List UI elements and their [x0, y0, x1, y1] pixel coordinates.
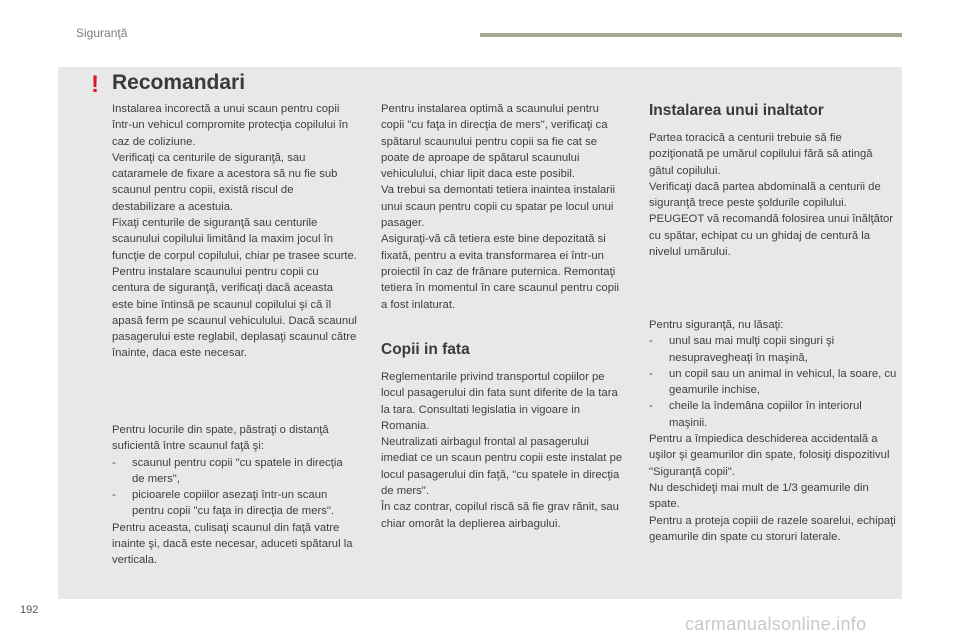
col2-paragraph-5: Neutralizati airbagul frontal al pasagerului imediat ce un scaun pentru copii este instalat pe locul pasagerului din faţă, "cu spatele in direcţia de mers".	[381, 436, 623, 498]
column-1	[112, 101, 357, 362]
col1-bullet-2: picioarele copiilor asezaţi într-un scaun pentru copii "cu faţa in direcţia de mers".	[132, 489, 335, 518]
col1-paragraph-3: Fixaţi centurile de siguranţă sau centurile scaunului copilului limitând la maxim jocul în funcţie de corpul copilului, chiar pe trasee scurte.	[112, 217, 357, 262]
col1-paragraph-5: Pentru locurile din spate, păstraţi o distanţă suficientă între scaunul faţă şi:	[112, 424, 329, 453]
list-item: - un copil sau un animal in vehicul, la soare, cu geamurile inchise,	[649, 366, 899, 399]
col3-paragraph-3: PEUGEOT vă recomandă folosirea unui înălţător cu spătar, echipat cu un ghidaj de centură la nivelul umărului.	[649, 213, 894, 259]
section-title: Recomandari	[112, 71, 246, 94]
col3-paragraph-6: Nu deschideţi mai mult de 1/3 geamurile din spate.	[649, 481, 869, 511]
exclamation-icon: !	[91, 71, 99, 98]
page-header-title: Siguranţă	[76, 26, 128, 40]
col1-paragraph-6: Pentru aceasta, culisaţi scaunul din faţă vatre inainte şi, dacă este necesar, aduceti spătarul la verticala.	[112, 521, 353, 567]
col2-paragraph-3: Asiguraţi-vă că tetiera este bine depozitată si fixată, pentru a evita transformarea ei într-un proiectil în caz de frânare puternica. Remontaţi tetiera în momentul în care scaunul pentru copii a fost inlaturat.	[381, 233, 619, 311]
col2-paragraph-2: Va trebui sa demontati tetiera inaintea instalarii unui scaun pentru copii cu spatar pe locul unui pasager.	[381, 184, 616, 230]
col3-paragraph-7: Pentru a proteja copiii de razele soarelui, echipaţi geamurile din spate cu storuri laterale.	[649, 514, 896, 543]
heading-copii-in-fata: Copii in fata	[381, 341, 470, 358]
col3-bullet-1: unul sau mai mulţi copii singuri şi nesupravegheaţi în maşină,	[669, 335, 835, 364]
watermark: carmanualsonline.info	[685, 614, 867, 634]
list-item: - picioarele copiilor asezaţi într-un scaun pentru copii "cu faţa in direcţia de mers".	[112, 487, 357, 520]
column-2-lower	[381, 340, 625, 532]
col3-bullet-3: cheile la îndemâna copiilor în interiorul maşinii.	[669, 400, 862, 429]
col3-paragraph-5: Pentru a împiedica deschiderea accidentală a uşilor şi geamurilor din spate, folosiţi dispozitivul "Siguranţă copii".	[649, 433, 890, 478]
list-item: - scaunul pentru copii "cu spatele in direcţia de mers",	[112, 455, 357, 488]
page-number: 192	[20, 604, 39, 616]
column-3	[649, 101, 899, 260]
col1-bullet-1: scaunul pentru copii "cu spatele in direcţia de mers",	[132, 456, 343, 485]
column-2	[381, 101, 625, 313]
heading-instalarea-inaltator: Instalarea unui inaltator	[649, 102, 824, 119]
list-item: - cheile la îndemâna copiilor în interiorul maşinii.	[649, 398, 899, 431]
column-1-lower	[112, 422, 357, 569]
col1-paragraph-2: Verificaţi ca centurile de siguranţă, sau cataramele de fixare a acestora să nu fie sub scaunul pentru copii, există riscul de destabilizare a acestuia.	[112, 151, 338, 213]
list-item: - unul sau mai mulţi copii singuri şi nesupravegheaţi în maşină,	[649, 333, 899, 366]
column-3-lower	[649, 317, 899, 545]
col2-paragraph-1: Pentru instalarea optimă a scaunului pentru copii "cu faţa in direcţia de mers", verificaţi ca spătarul scaunului pentru copii sa fie cat se poate de aproape de spătarul scaunului vehiculului, chiar lipit daca este posibil.	[381, 103, 608, 181]
col1-paragraph-1: Instalarea incorectă a unui scaun pentru copii într-un vehicul compromite protecţia copilului în caz de coliziune.	[112, 103, 349, 148]
col1-paragraph-4: Pentru instalare scaunului pentru copii cu centura de siguranţă, verificaţi dacă aceasta este bine întinsă pe scaunul copilului şi că îl apasă ferm pe scaunul vehiculului. Dacă scaunul pasagerului este reglabil, deplasaţi scaunul către înainte, daca este necesar.	[112, 265, 357, 360]
col3-bullet-2: un copil sau un animal in vehicul, la soare, cu geamurile inchise,	[669, 367, 897, 397]
col3-paragraph-4: Pentru siguranţă, nu lăsaţi:	[649, 319, 784, 331]
col3-paragraph-1: Partea toracică a centurii trebuie să fie poziţionată pe umărul copilului fără să atingă gâtul copilului.	[649, 132, 873, 177]
col2-paragraph-4: Reglementarile privind transportul copiilor pe locul pasagerului din fata sunt diferite de la tara la tara. Consultati legislatia in vigoare in Romania.	[381, 371, 618, 432]
col2-paragraph-6: În caz contrar, copilul riscă să fie grav rănit, sau chiar omorât la deplierea airbagului.	[381, 501, 619, 530]
col3-paragraph-2: Verificaţi dacă partea abdominală a centurii de siguranţă trece peste şoldurile copilului.	[649, 180, 881, 210]
header-rule	[480, 33, 902, 37]
